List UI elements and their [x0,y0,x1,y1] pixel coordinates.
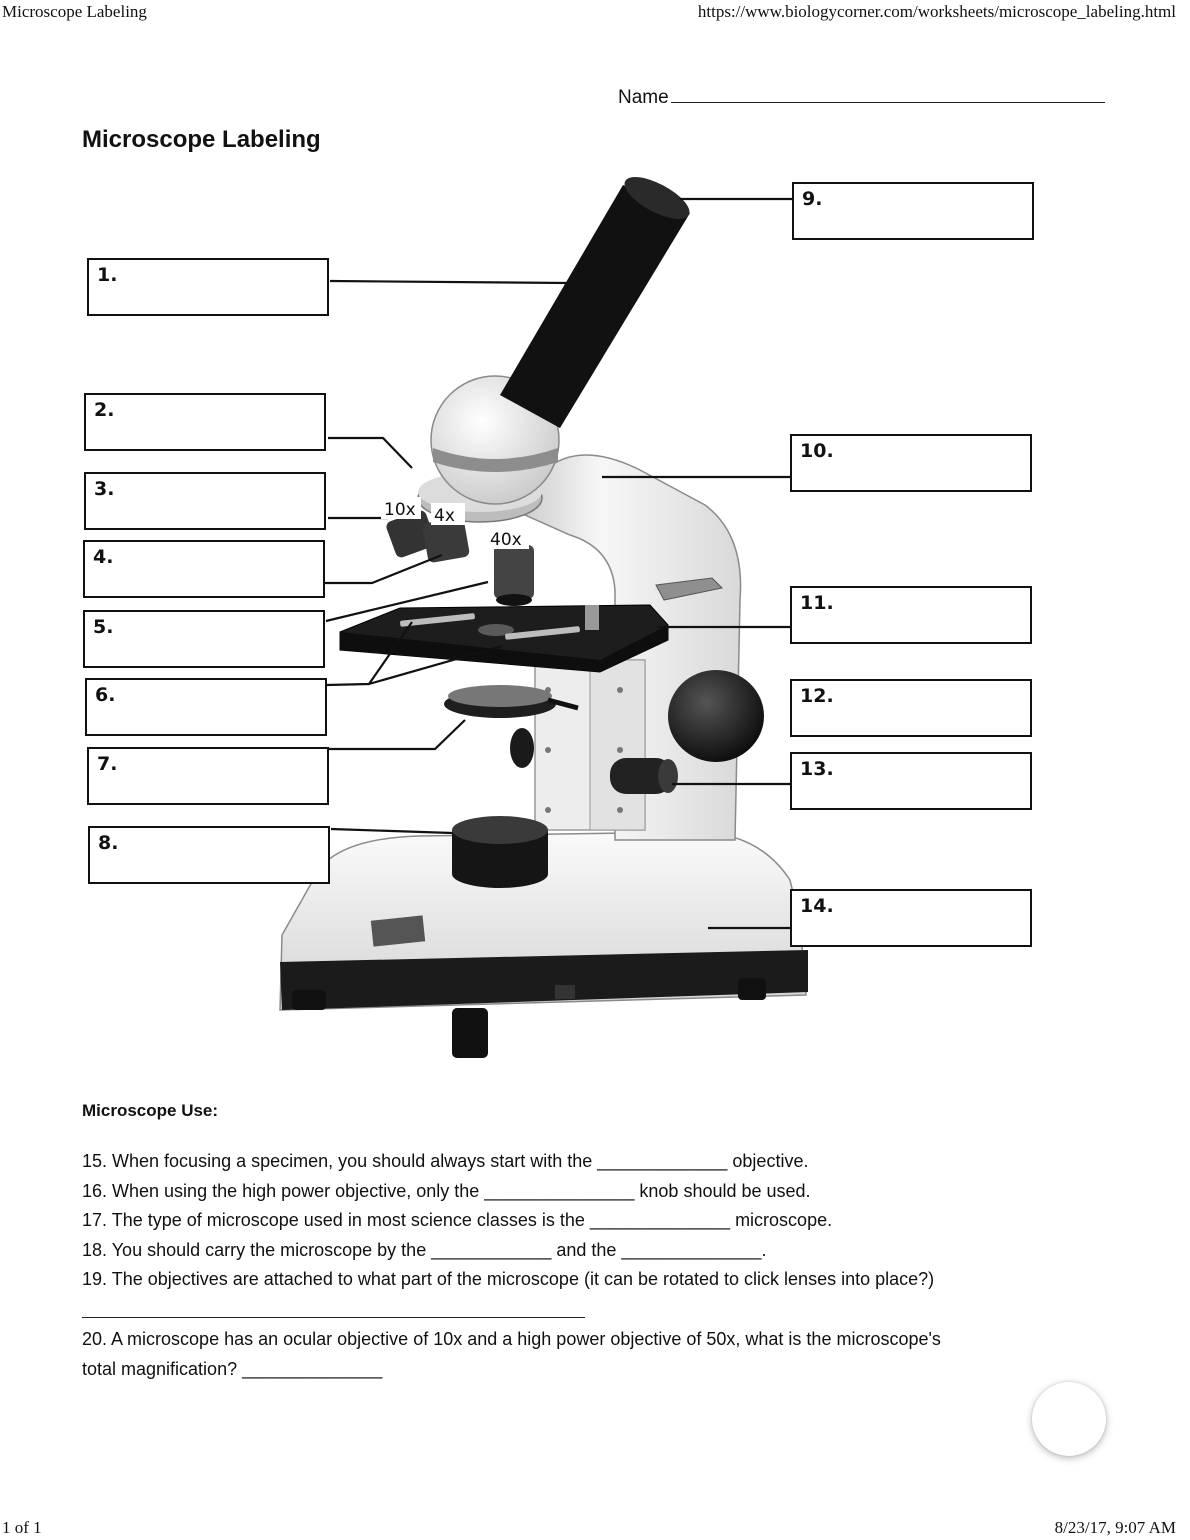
label-number: 10. [800,440,834,462]
label-number: 11. [800,592,834,614]
label-number: 4. [93,546,114,568]
label-box-13[interactable] [790,752,1032,810]
label-number: 3. [94,478,115,500]
label-box-8[interactable] [88,826,330,884]
label-box-4[interactable] [83,540,325,598]
question-16: 16. When using the high power objective, only the _______________ knob should be used. [82,1181,811,1201]
question-18: 18. You should carry the microscope by the ____________ and the ______________. [82,1240,767,1260]
label-box-2[interactable] [84,393,326,451]
objective-tag-4x: 4x [434,506,455,526]
label-box-7[interactable] [87,747,329,805]
question-15: 15. When focusing a specimen, you should always start with the _____________ objective. [82,1151,809,1171]
question-19: 19. The objectives are attached to what part of the microscope (it can be rotated to click lenses into place?) [82,1269,935,1289]
label-number: 7. [97,753,118,775]
label-box-9[interactable] [792,182,1034,240]
label-box-10[interactable] [790,434,1032,492]
label-number: 5. [93,616,114,638]
label-number: 14. [800,895,834,917]
label-number: 1. [97,264,118,286]
label-number: 6. [95,684,116,706]
question-20-line-2: total magnification? ______________ [82,1359,383,1379]
label-box-12[interactable] [790,679,1032,737]
microscope-diagram [0,160,1190,1080]
light-source [452,816,548,888]
label-box-14[interactable] [790,889,1032,947]
name-underline [671,84,1105,103]
objective-tag-10x: 10x [384,500,416,520]
name-label: Name [618,87,669,108]
head [431,169,695,504]
section-title-microscope-use: Microscope Use: [82,1101,219,1120]
label-number: 13. [800,758,834,780]
worksheet-title: Microscope Labeling [82,126,321,153]
label-box-1[interactable] [87,258,329,316]
print-footer-datetime: 8/23/17, 9:07 AM [1054,1518,1176,1537]
question-20-line-1: 20. A microscope has an ocular objective of 10x and a high power objective of 50x, what is the microscope's [82,1329,941,1349]
question-17: 17. The type of microscope used in most science classes is the ______________ microscope. [82,1210,833,1230]
name-field [618,84,1105,109]
label-box-3[interactable] [84,472,326,530]
print-header-url: https://www.biologycorner.com/worksheets/microscope_labeling.html [697,2,1176,21]
stage [340,605,668,672]
print-header-title: Microscope Labeling [2,2,147,21]
label-number: 12. [800,685,834,707]
objective-tag-40x: 40x [490,530,522,550]
print-footer-page: 1 of 1 [2,1518,42,1537]
label-box-5[interactable] [83,610,325,668]
answer-line-19 [82,1317,585,1318]
label-number: 2. [94,399,115,421]
label-box-6[interactable] [85,678,327,736]
floating-action-button[interactable] [1032,1382,1106,1456]
label-number: 9. [802,188,823,210]
label-number: 8. [98,832,119,854]
label-box-11[interactable] [790,586,1032,644]
